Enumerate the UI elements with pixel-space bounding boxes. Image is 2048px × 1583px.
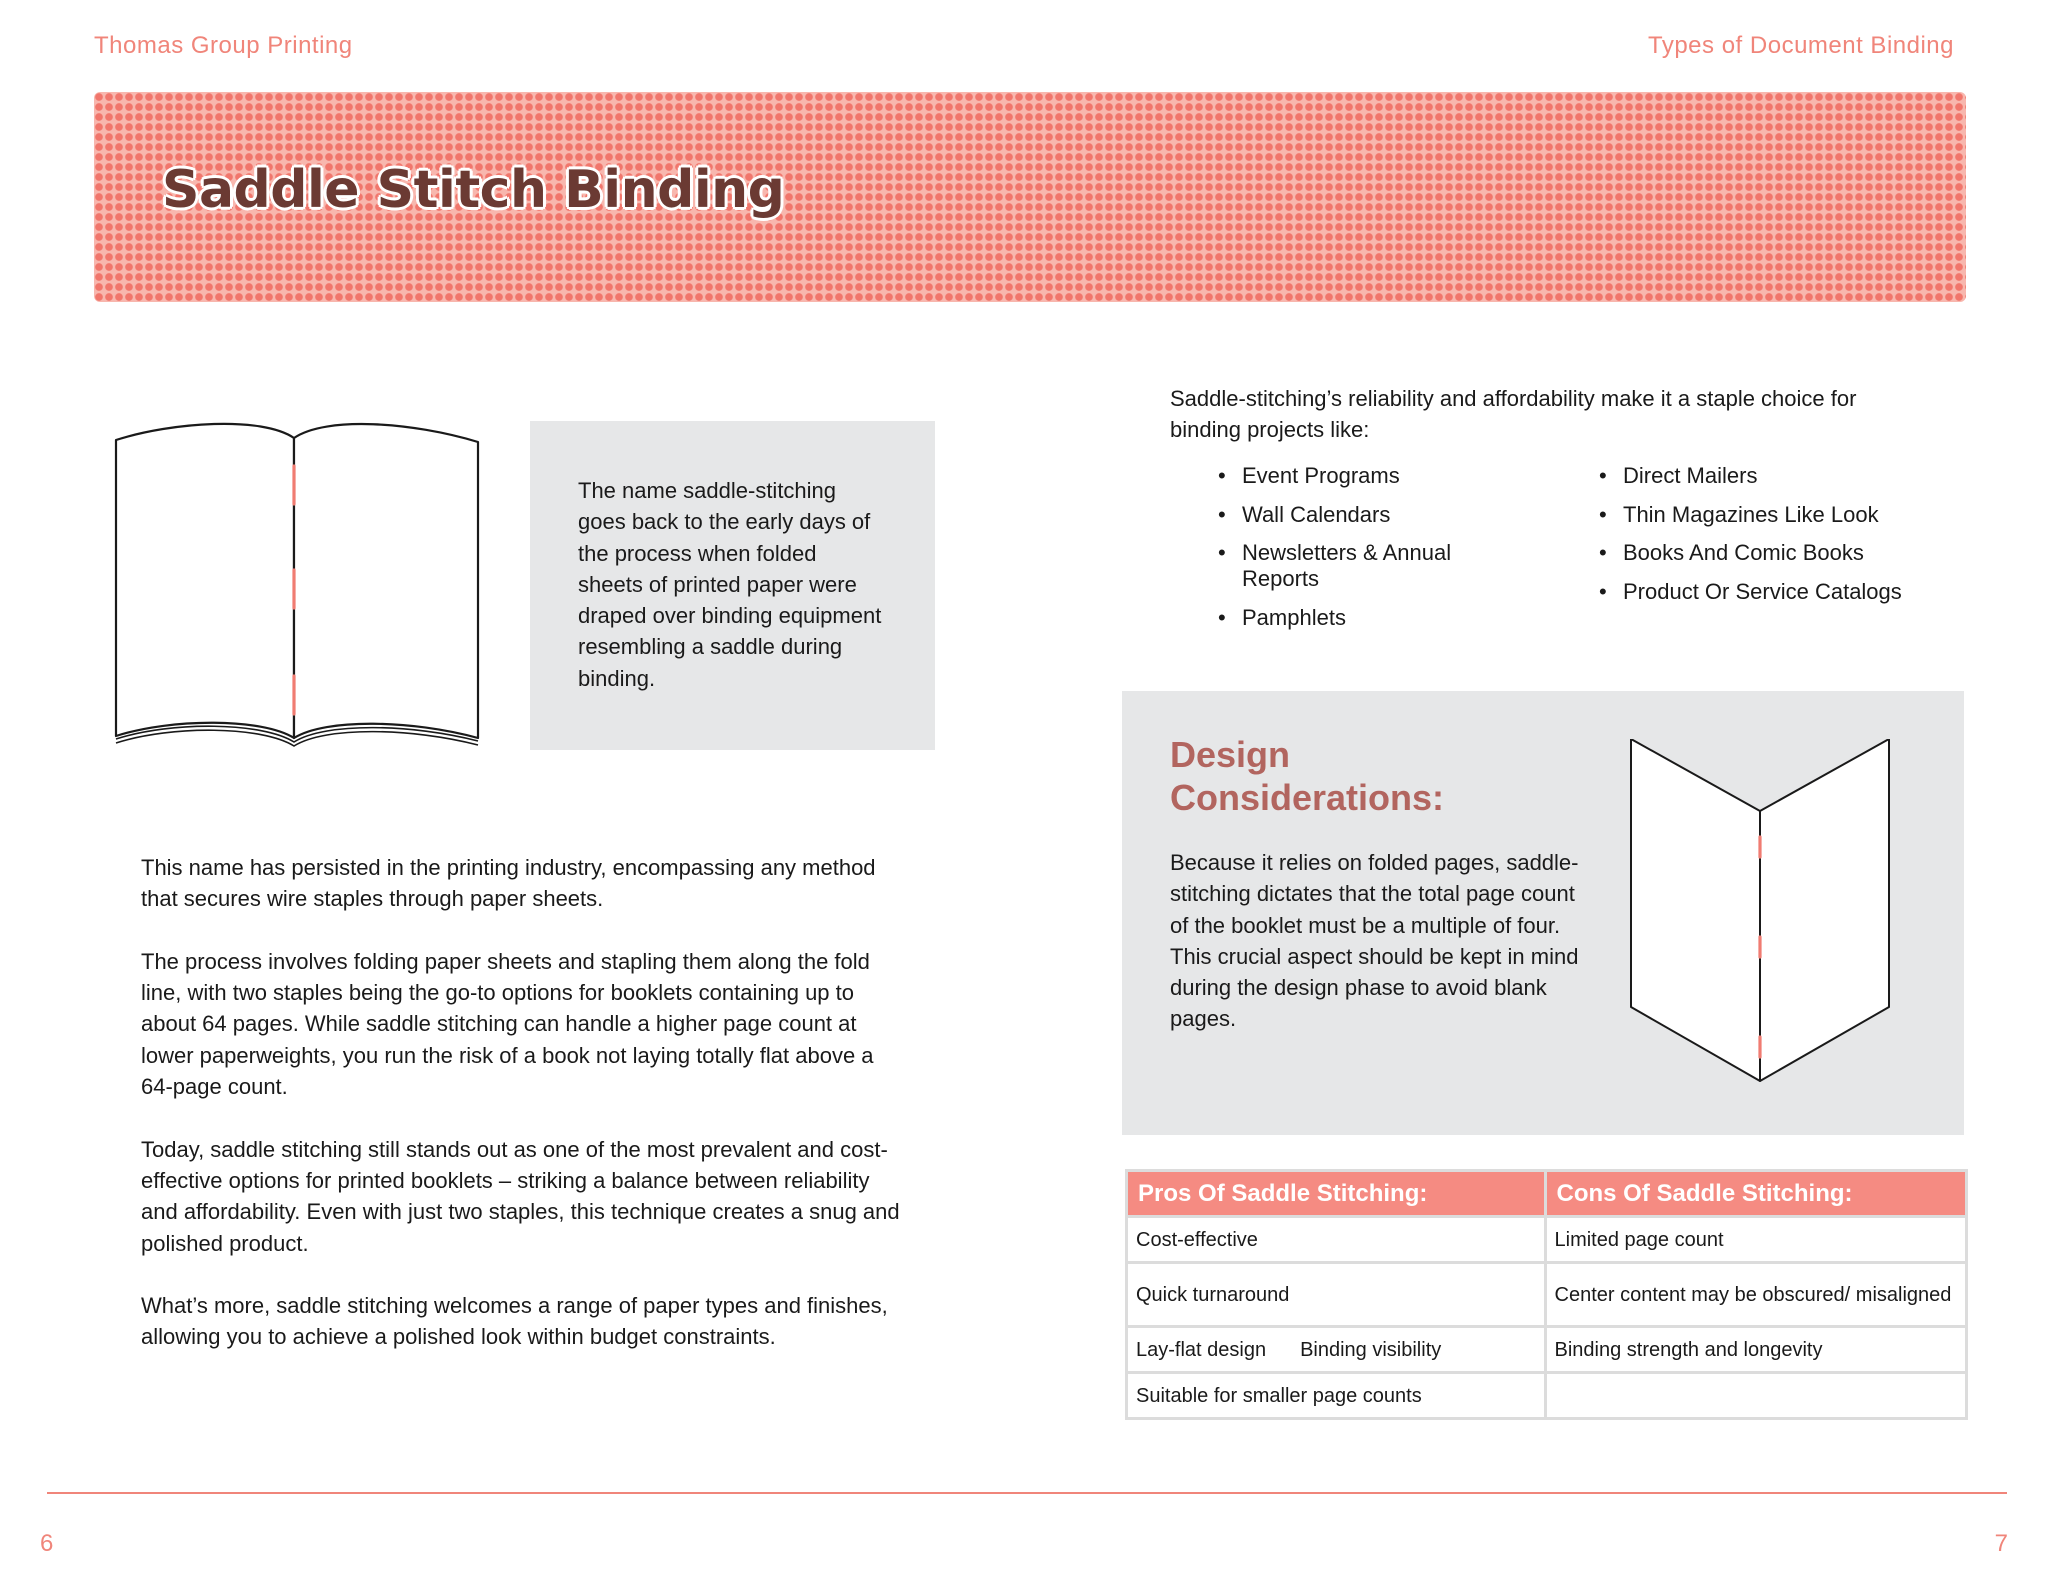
con-cell: Limited page count	[1545, 1217, 1967, 1263]
pro-cell: Quick turnaround	[1127, 1263, 1546, 1327]
cons-header: Cons Of Saddle Stitching:	[1545, 1171, 1967, 1217]
quote-panel	[530, 421, 935, 750]
design-heading: Design Considerations:	[1170, 734, 1445, 818]
open-book-illustration	[112, 418, 482, 753]
page-title: Saddle Stitch Binding	[162, 160, 785, 220]
con-cell: Center content may be obscured/ misaligned	[1545, 1263, 1967, 1327]
list-item: • Direct Mailers	[1599, 463, 1929, 489]
body-paragraph: The process involves folding paper sheets and stapling them along the fold line, with two staples being the go-to options for booklets containing up to about 64 pages. While saddle stitching can handle a higher page count at lower paperweights, you run the risk of a book not laying totally flat above a 64-page count.	[141, 948, 874, 1100]
body-paragraph: This name has persisted in the printing industry, encompassing any method that secures wire staples through paper sheets.	[141, 855, 876, 912]
table-header-row	[1127, 1171, 1967, 1217]
running-head-right: Types of Document Binding	[1648, 32, 1954, 59]
body-paragraph: Today, saddle stitching still stands out as one of the most prevalent and cost-effective options for printed booklets – striking a balance between reliability and affordability. Even with just two staples, this technique creates a snug and polished product.	[141, 1136, 900, 1256]
list-item: • Product Or Service Catalogs	[1599, 579, 1929, 605]
page-number-left: 6	[40, 1530, 54, 1557]
list-item: • Thin Magazines Like Look	[1599, 502, 1929, 528]
table-row	[1127, 1327, 1967, 1373]
pro-cell	[1127, 1327, 1546, 1373]
table-row	[1127, 1217, 1967, 1263]
pros-cons-table	[1125, 1169, 1968, 1420]
con-cell: Binding strength and longevity	[1545, 1327, 1967, 1373]
table-row	[1127, 1373, 1967, 1419]
uses-intro: Saddle-stitching’s reliability and affordability make it a staple choice for binding projects like:	[1170, 386, 1857, 443]
uses-list-right	[1599, 463, 1929, 617]
pros-header: Pros Of Saddle Stitching:	[1127, 1171, 1546, 1217]
table-row	[1127, 1263, 1967, 1327]
design-considerations-panel	[1122, 691, 1964, 1135]
running-head-left: Thomas Group Printing	[94, 32, 353, 59]
pro-cell: Suitable for smaller page counts	[1127, 1373, 1546, 1419]
body-text	[141, 852, 911, 1384]
list-item: • Pamphlets	[1218, 605, 1518, 631]
body-paragraph: What’s more, saddle stitching welcomes a range of paper types and finishes, allowing you to achieve a polished look within budget constraints.	[141, 1293, 888, 1350]
con-cell	[1545, 1373, 1967, 1419]
title-banner	[94, 92, 1966, 302]
footer-rule	[47, 1492, 2007, 1494]
quote-text: The name saddle-stitching goes back to the early days of the process when folded sheets of printed paper were draped over binding equipment resembling a saddle during binding.	[578, 478, 882, 691]
page-number-right: 7	[1994, 1530, 2008, 1557]
design-text: Because it relies on folded pages, saddle-stitching dictates that the total page count of the booklet must be a multiple of four. This crucial aspect should be kept in mind during the design phase to avoid blank pages.	[1170, 850, 1579, 1032]
folded-booklet-illustration	[1625, 739, 1895, 1089]
pro-cell-text: Lay-flat design	[1136, 1338, 1267, 1361]
list-item: • Wall Calendars	[1218, 502, 1518, 528]
list-item: • Newsletters & Annual Reports	[1218, 540, 1518, 592]
uses-list-left	[1218, 463, 1518, 643]
list-item: • Event Programs	[1218, 463, 1518, 489]
list-item: • Books And Comic Books	[1599, 540, 1929, 566]
pro-cell: Cost-effective	[1127, 1217, 1546, 1263]
pro-cell-extra-text: Binding visibility	[1300, 1338, 1442, 1361]
